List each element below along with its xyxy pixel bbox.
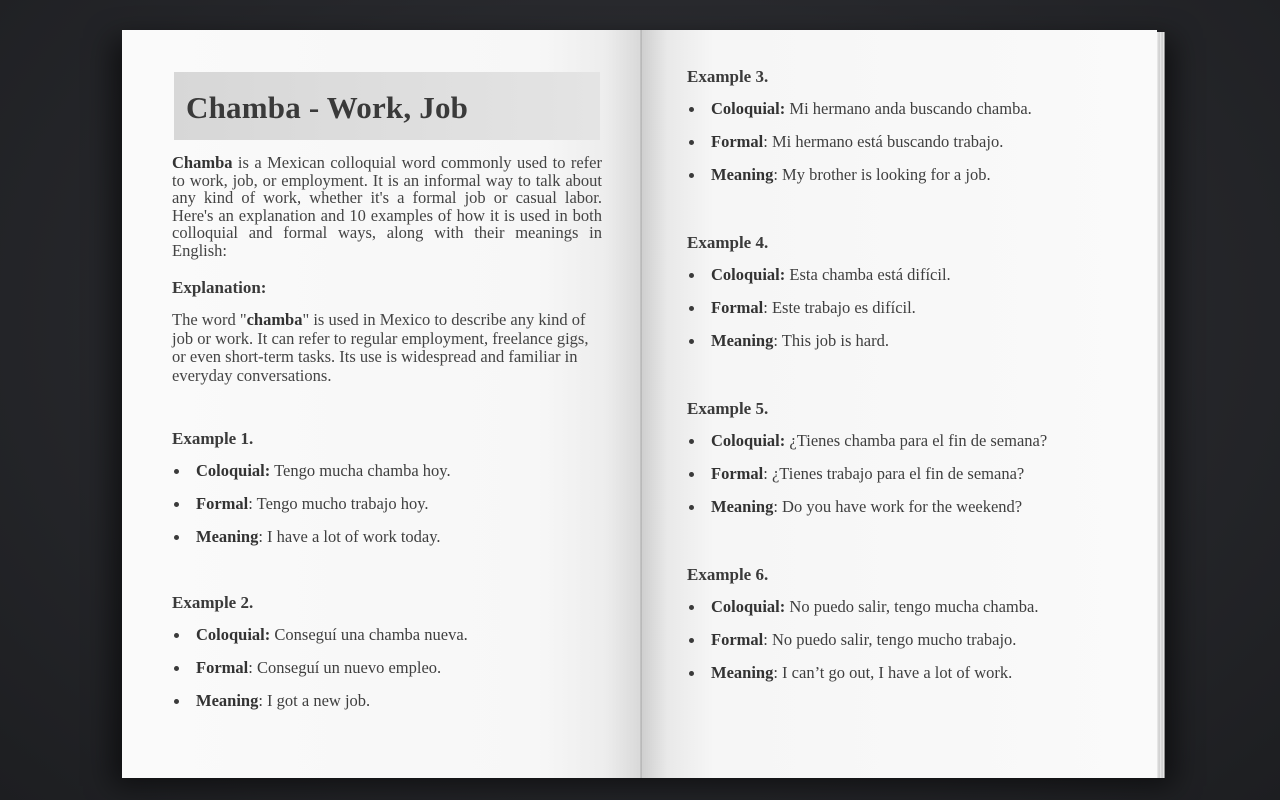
colloquial-item [172, 460, 612, 493]
colloquial-item [687, 98, 1127, 131]
colloquial-label: Coloquial: [196, 625, 271, 644]
meaning-text: : Do you have work for the weekend? [773, 497, 1023, 516]
colloquial-text: Tengo mucha chamba hoy. [270, 461, 451, 480]
formal-text: : No puedo salir, tengo mucho trabajo. [763, 630, 1017, 649]
formal-label: Formal [711, 464, 764, 483]
meaning-item [687, 330, 1127, 363]
bullet-icon [689, 173, 694, 178]
formal-label: Formal [196, 494, 249, 513]
bullet-icon [689, 339, 694, 344]
colloquial-label: Coloquial: [711, 99, 786, 118]
colloquial-item [687, 596, 1127, 629]
formal-label: Formal [196, 658, 249, 677]
formal-label: Formal [711, 132, 764, 151]
bullet-icon [689, 107, 694, 112]
example-title: Example 2. [172, 593, 254, 612]
meaning-text: : My brother is looking for a job. [773, 165, 991, 184]
formal-item [172, 657, 612, 690]
colloquial-text: Mi hermano anda buscando chamba. [785, 99, 1032, 118]
explanation-paragraph [172, 311, 602, 385]
explanation-heading: Explanation: [172, 278, 267, 297]
intro-term: Chamba [172, 153, 233, 172]
explanation-before: The word " [172, 310, 247, 329]
bullet-icon [174, 699, 179, 704]
colloquial-text: ¿Tienes chamba para el fin de semana? [785, 431, 1048, 450]
formal-text: : Tengo mucho trabajo hoy. [248, 494, 429, 513]
example-block [172, 428, 612, 559]
explanation-term: chamba [246, 310, 303, 329]
example-block [687, 398, 1127, 529]
example-list [687, 264, 1127, 363]
bullet-icon [689, 273, 694, 278]
formal-item [687, 297, 1127, 330]
colloquial-label: Coloquial: [711, 265, 786, 284]
bullet-icon [174, 469, 179, 474]
bullet-icon [174, 502, 179, 507]
intro-paragraph [172, 154, 602, 259]
meaning-label: Meaning [711, 497, 774, 516]
example-title: Example 4. [687, 233, 769, 252]
example-title: Example 3. [687, 67, 769, 86]
meaning-text: : This job is hard. [773, 331, 889, 350]
bullet-icon [689, 472, 694, 477]
example-block [687, 564, 1127, 695]
formal-label: Formal [711, 298, 764, 317]
colloquial-item [172, 624, 612, 657]
colloquial-text: No puedo salir, tengo mucha chamba. [785, 597, 1039, 616]
meaning-text: : I can’t go out, I have a lot of work. [773, 663, 1013, 682]
explanation-after: " is used in Mexico to describe any kind of job or work. It can refer to regular employment, freelance gigs, or even short-term tasks. Its use is widespread and familiar in everyday conversations. [172, 310, 589, 385]
example-block [687, 66, 1127, 197]
example-list [687, 430, 1127, 529]
formal-text: : Conseguí un nuevo empleo. [248, 658, 442, 677]
left-page [122, 30, 642, 778]
formal-item [687, 629, 1127, 662]
formal-text: : Mi hermano está buscando trabajo. [763, 132, 1004, 151]
page-title: Chamba - Work, Job [186, 90, 469, 125]
colloquial-text: Conseguí una chamba nueva. [270, 625, 468, 644]
example-list [687, 98, 1127, 197]
colloquial-item [687, 430, 1127, 463]
meaning-item [687, 496, 1127, 529]
colloquial-label: Coloquial: [196, 461, 271, 480]
example-list [172, 624, 612, 723]
bullet-icon [689, 140, 694, 145]
meaning-item [172, 690, 612, 723]
title-box [174, 72, 600, 140]
meaning-label: Meaning [711, 331, 774, 350]
example-block [687, 232, 1127, 363]
colloquial-label: Coloquial: [711, 431, 786, 450]
meaning-item [172, 526, 612, 559]
meaning-label: Meaning [196, 691, 259, 710]
colloquial-item [687, 264, 1127, 297]
bullet-icon [174, 666, 179, 671]
example-title: Example 5. [687, 399, 769, 418]
meaning-text: : I got a new job. [258, 691, 371, 710]
bullet-icon [689, 306, 694, 311]
bullet-icon [689, 638, 694, 643]
bullet-icon [174, 633, 179, 638]
example-list [687, 596, 1127, 695]
colloquial-label: Coloquial: [711, 597, 786, 616]
bullet-icon [689, 505, 694, 510]
right-page [642, 30, 1157, 778]
meaning-label: Meaning [711, 663, 774, 682]
meaning-label: Meaning [711, 165, 774, 184]
formal-text: : ¿Tienes trabajo para el fin de semana? [763, 464, 1025, 483]
meaning-label: Meaning [196, 527, 259, 546]
example-list [172, 460, 612, 559]
bullet-icon [689, 671, 694, 676]
colloquial-text: Esta chamba está difícil. [785, 265, 951, 284]
bullet-icon [174, 535, 179, 540]
meaning-item [687, 164, 1127, 197]
bullet-icon [689, 439, 694, 444]
example-title: Example 6. [687, 565, 769, 584]
example-block [172, 592, 612, 723]
formal-text: : Este trabajo es difícil. [763, 298, 916, 317]
formal-item [172, 493, 612, 526]
meaning-item [687, 662, 1127, 695]
intro-text: is a Mexican colloquial word commonly used to refer to work, job, or employment. It is an informal way to talk about any kind of work, whether it's a formal job or casual labor. Here's an explanation and 10 examples of how it is used in both colloquial and formal ways, along with their meanings in English: [172, 153, 602, 260]
formal-item [687, 131, 1127, 164]
bullet-icon [689, 605, 694, 610]
example-title: Example 1. [172, 429, 254, 448]
formal-item [687, 463, 1127, 496]
meaning-text: : I have a lot of work today. [258, 527, 441, 546]
formal-label: Formal [711, 630, 764, 649]
